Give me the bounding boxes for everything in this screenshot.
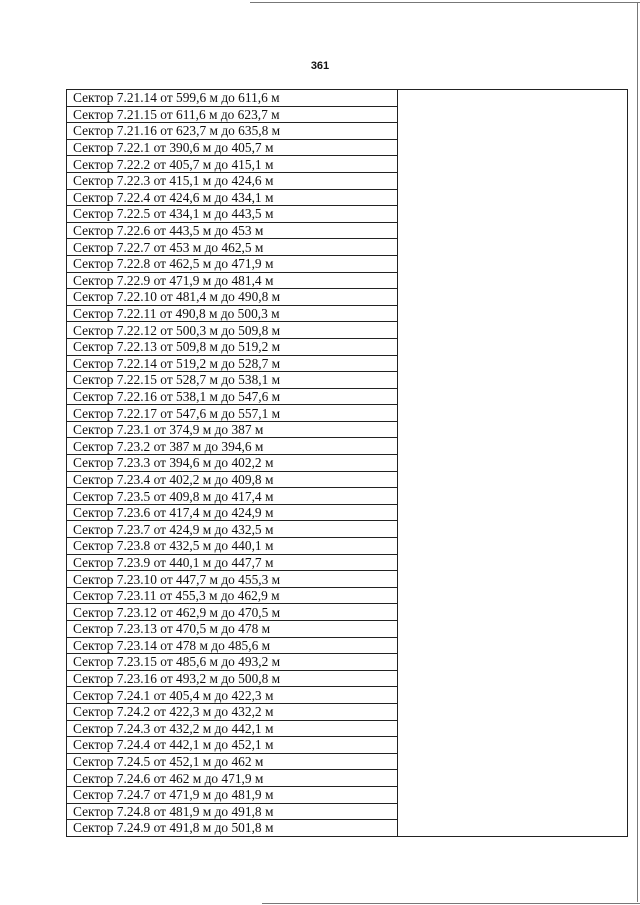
table-row: [67, 786, 628, 803]
empty-cell: [398, 156, 628, 173]
empty-cell: [398, 670, 628, 687]
table-row: [67, 670, 628, 687]
sector-cell: Сектор 7.23.11 от 455,3 м до 462,9 м: [67, 587, 398, 604]
table-row: [67, 156, 628, 173]
table-row: [67, 106, 628, 123]
table-row: [67, 322, 628, 339]
sector-cell: Сектор 7.22.7 от 453 м до 462,5 м: [67, 239, 398, 256]
sector-cell: Сектор 7.21.16 от 623,7 м до 635,8 м: [67, 123, 398, 140]
sector-cell: Сектор 7.22.13 от 509,8 м до 519,2 м: [67, 338, 398, 355]
table-row: [67, 820, 628, 837]
empty-cell: [398, 471, 628, 488]
sector-cell: Сектор 7.23.2 от 387 м до 394,6 м: [67, 438, 398, 455]
table-row: [67, 372, 628, 389]
empty-cell: [398, 737, 628, 754]
table-row: [67, 703, 628, 720]
table-row: [67, 488, 628, 505]
empty-cell: [398, 289, 628, 306]
sector-cell: Сектор 7.22.11 от 490,8 м до 500,3 м: [67, 305, 398, 322]
table-row: [67, 123, 628, 140]
table-row: [67, 737, 628, 754]
page-number: 361: [310, 60, 330, 72]
table-row: [67, 654, 628, 671]
table-row: [67, 753, 628, 770]
table-row: [67, 521, 628, 538]
table-row: [67, 90, 628, 107]
sector-cell: Сектор 7.21.14 от 599,6 м до 611,6 м: [67, 90, 398, 107]
sector-cell: Сектор 7.24.5 от 452,1 м до 462 м: [67, 753, 398, 770]
sector-cell: Сектор 7.22.12 от 500,3 м до 509,8 м: [67, 322, 398, 339]
empty-cell: [398, 372, 628, 389]
table-row: [67, 571, 628, 588]
table-row: [67, 305, 628, 322]
empty-cell: [398, 720, 628, 737]
empty-cell: [398, 521, 628, 538]
empty-cell: [398, 803, 628, 820]
empty-cell: [398, 703, 628, 720]
empty-cell: [398, 305, 628, 322]
empty-cell: [398, 90, 628, 107]
sector-cell: Сектор 7.22.16 от 538,1 м до 547,6 м: [67, 388, 398, 405]
empty-cell: [398, 123, 628, 140]
sector-cell: Сектор 7.22.14 от 519,2 м до 528,7 м: [67, 355, 398, 372]
sector-cell: Сектор 7.24.6 от 462 м до 471,9 м: [67, 770, 398, 787]
sector-cell: Сектор 7.22.9 от 471,9 м до 481,4 м: [67, 272, 398, 289]
sector-cell: Сектор 7.24.3 от 432,2 м до 442,1 м: [67, 720, 398, 737]
empty-cell: [398, 222, 628, 239]
empty-cell: [398, 587, 628, 604]
table-row: [67, 538, 628, 555]
sector-cell: Сектор 7.22.15 от 528,7 м до 538,1 м: [67, 372, 398, 389]
sector-cell: Сектор 7.24.8 от 481,9 м до 491,8 м: [67, 803, 398, 820]
sector-cell: Сектор 7.23.3 от 394,6 м до 402,2 м: [67, 455, 398, 472]
empty-cell: [398, 604, 628, 621]
table-row: [67, 189, 628, 206]
table-row: [67, 289, 628, 306]
table-row: [67, 637, 628, 654]
sector-cell: Сектор 7.23.12 от 462,9 м до 470,5 м: [67, 604, 398, 621]
empty-cell: [398, 538, 628, 555]
sector-cell: Сектор 7.22.4 от 424,6 м до 434,1 м: [67, 189, 398, 206]
table-row: [67, 388, 628, 405]
empty-cell: [398, 322, 628, 339]
sector-cell: Сектор 7.23.8 от 432,5 м до 440,1 м: [67, 538, 398, 555]
scan-edge-bottom: [262, 903, 640, 904]
sector-cell: Сектор 7.23.7 от 424,9 м до 432,5 м: [67, 521, 398, 538]
table-row: [67, 239, 628, 256]
table-row: [67, 604, 628, 621]
table-row: [67, 222, 628, 239]
sector-cell: Сектор 7.22.3 от 415,1 м до 424,6 м: [67, 172, 398, 189]
sector-cell: Сектор 7.23.4 от 402,2 м до 409,8 м: [67, 471, 398, 488]
table-row: [67, 471, 628, 488]
table-row: [67, 770, 628, 787]
scan-edge-right: [637, 2, 638, 902]
table-row: [67, 587, 628, 604]
sector-cell: Сектор 7.22.17 от 547,6 м до 557,1 м: [67, 405, 398, 422]
sector-cell: Сектор 7.22.10 от 481,4 м до 490,8 м: [67, 289, 398, 306]
table-row: [67, 405, 628, 422]
sector-cell: Сектор 7.22.5 от 434,1 м до 443,5 м: [67, 206, 398, 223]
empty-cell: [398, 438, 628, 455]
table-row: [67, 338, 628, 355]
sector-table: [66, 89, 628, 837]
empty-cell: [398, 786, 628, 803]
table-row: [67, 255, 628, 272]
scan-edge-top: [250, 2, 640, 3]
empty-cell: [398, 621, 628, 638]
sector-cell: Сектор 7.22.2 от 405,7 м до 415,1 м: [67, 156, 398, 173]
table-row: [67, 172, 628, 189]
empty-cell: [398, 272, 628, 289]
table-row: [67, 504, 628, 521]
empty-cell: [398, 172, 628, 189]
empty-cell: [398, 554, 628, 571]
table-row: [67, 554, 628, 571]
empty-cell: [398, 455, 628, 472]
sector-cell: Сектор 7.23.5 от 409,8 м до 417,4 м: [67, 488, 398, 505]
empty-cell: [398, 687, 628, 704]
sector-cell: Сектор 7.24.1 от 405,4 м до 422,3 м: [67, 687, 398, 704]
empty-cell: [398, 189, 628, 206]
table-row: [67, 355, 628, 372]
sector-cell: Сектор 7.24.4 от 442,1 м до 452,1 м: [67, 737, 398, 754]
empty-cell: [398, 571, 628, 588]
table-row: [67, 438, 628, 455]
empty-cell: [398, 239, 628, 256]
sector-cell: Сектор 7.24.7 от 471,9 м до 481,9 м: [67, 786, 398, 803]
sector-cell: Сектор 7.23.1 от 374,9 м до 387 м: [67, 421, 398, 438]
table-row: [67, 421, 628, 438]
empty-cell: [398, 106, 628, 123]
empty-cell: [398, 488, 628, 505]
sector-cell: Сектор 7.23.6 от 417,4 м до 424,9 м: [67, 504, 398, 521]
empty-cell: [398, 421, 628, 438]
table-row: [67, 455, 628, 472]
sector-cell: Сектор 7.23.10 от 447,7 м до 455,3 м: [67, 571, 398, 588]
sector-cell: Сектор 7.23.13 от 470,5 м до 478 м: [67, 621, 398, 638]
empty-cell: [398, 338, 628, 355]
table-row: [67, 803, 628, 820]
sector-cell: Сектор 7.23.9 от 440,1 м до 447,7 м: [67, 554, 398, 571]
table-row: [67, 687, 628, 704]
empty-cell: [398, 637, 628, 654]
empty-cell: [398, 504, 628, 521]
empty-cell: [398, 820, 628, 837]
empty-cell: [398, 206, 628, 223]
sector-cell: Сектор 7.24.9 от 491,8 м до 501,8 м: [67, 820, 398, 837]
empty-cell: [398, 753, 628, 770]
empty-cell: [398, 255, 628, 272]
sector-cell: Сектор 7.23.14 от 478 м до 485,6 м: [67, 637, 398, 654]
empty-cell: [398, 770, 628, 787]
sector-cell: Сектор 7.21.15 от 611,6 м до 623,7 м: [67, 106, 398, 123]
sector-cell: Сектор 7.23.16 от 493,2 м до 500,8 м: [67, 670, 398, 687]
table-row: [67, 720, 628, 737]
sector-cell: Сектор 7.24.2 от 422,3 м до 432,2 м: [67, 703, 398, 720]
empty-cell: [398, 139, 628, 156]
sector-cell: Сектор 7.22.8 от 462,5 м до 471,9 м: [67, 255, 398, 272]
empty-cell: [398, 654, 628, 671]
sector-table-body: [67, 90, 628, 837]
table-row: [67, 139, 628, 156]
sector-cell: Сектор 7.22.1 от 390,6 м до 405,7 м: [67, 139, 398, 156]
table-row: [67, 206, 628, 223]
empty-cell: [398, 355, 628, 372]
sector-cell: Сектор 7.23.15 от 485,6 м до 493,2 м: [67, 654, 398, 671]
table-row: [67, 621, 628, 638]
empty-cell: [398, 388, 628, 405]
table-row: [67, 272, 628, 289]
sector-cell: Сектор 7.22.6 от 443,5 м до 453 м: [67, 222, 398, 239]
empty-cell: [398, 405, 628, 422]
